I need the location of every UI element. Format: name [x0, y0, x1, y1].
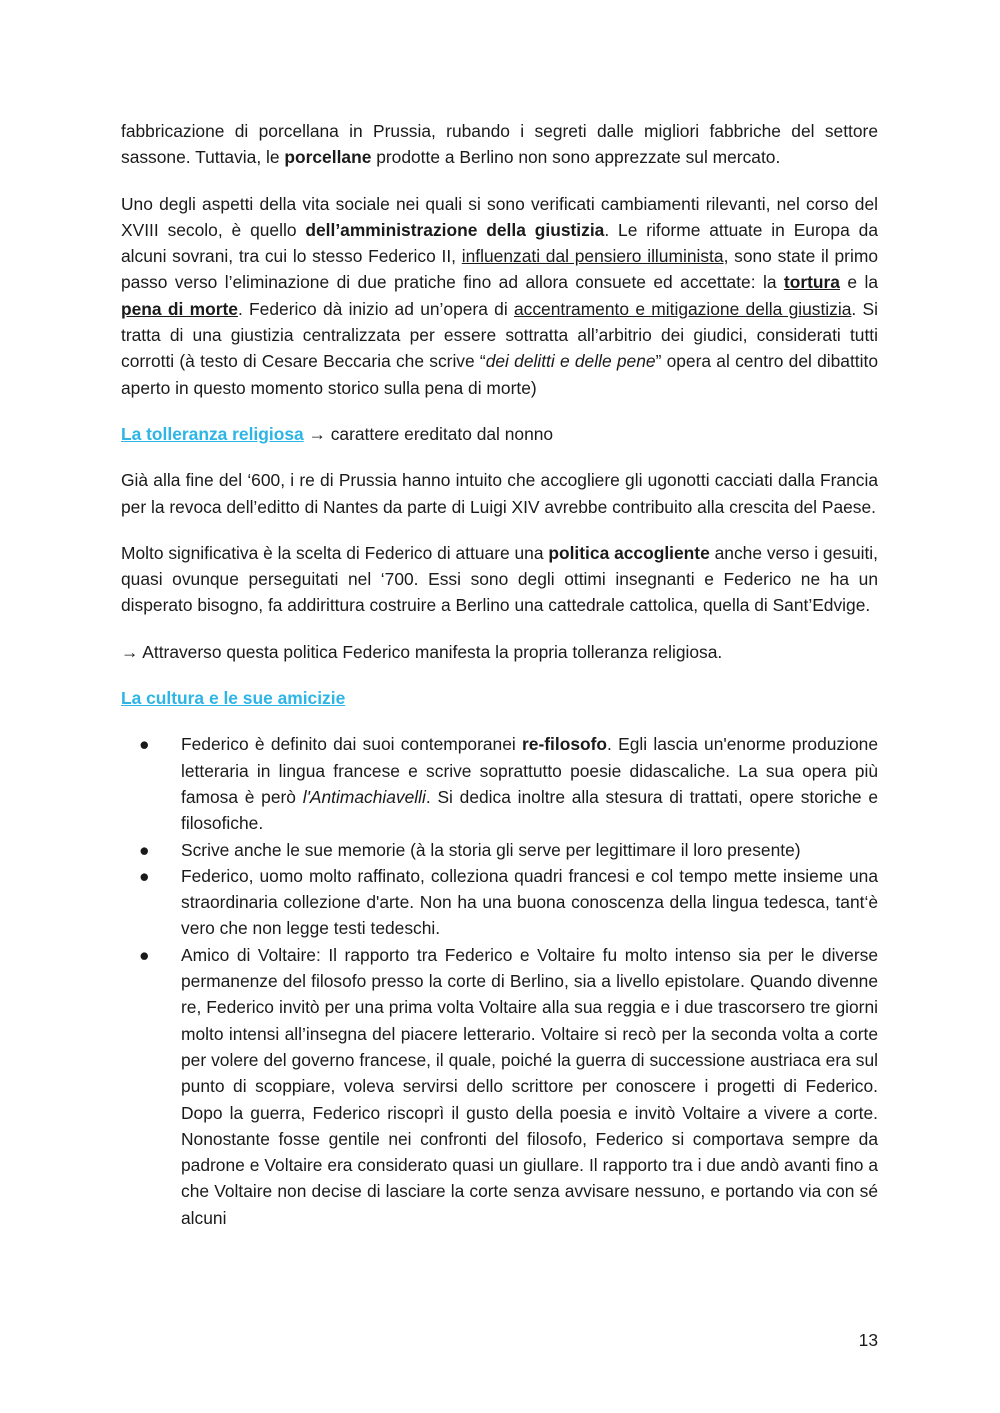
bullet-list-cultura [121, 731, 878, 1231]
underline-accentramento: accentramento e mitigazione della giustizia [514, 298, 852, 319]
underline-pensiero-illuminista: influenzati dal pensiero illuminista [461, 246, 724, 267]
page-number: 13 [858, 1330, 878, 1350]
paragraph-gesuiti: Molto significativa è la scelta di Federico di attuare una politica accogliente anche verso i gesuiti, quasi ovunque perseguitati nel ‘700. Essi sono degli ottimi insegnanti e Federico ne ha un disperato bisogno, fa addirittura costruire a Berlino una cattedrale cattolica, quella di Sant’Edvige. [121, 542, 879, 616]
paragraph-giustizia: Uno degli aspetti della vita sociale nei quali si sono verificati cambiamenti rilevanti, nel corso del XVIII secolo, è quello dell’amministrazione della giustizia. Le riforme attuate in Europa da alcuni sovrani, tra cui lo stesso Federico II, influenzati dal pensiero illuminista, sono state il primo passo verso l’eliminazione di due pratiche fino ad allora consuete ed accettate: la tortura e la pena di morte. Federico dà inizio ad un’opera di accentramento e mitigazione della giustizia. Si tratta di una giustizia centralizzata per essere sottratta all’arbitrio dei giudici, considerati tutti corrotti (à testo di Cesare Beccaria che scrive “dei delitti e delle pene” opera al centro del dibattito aperto in questo momento storico sulla pena di morte) [121, 193, 879, 398]
paragraph-conclusione-tolleranza: → Attraverso questa politica Federico manifesta la propria tolleranza religiosa. [121, 641, 723, 662]
bold-underline-pena-di-morte: pena di morte [121, 298, 238, 319]
list-item: ● Amico di Voltaire: Il rapporto tra Federico e Voltaire fu molto intenso sia per le diverse permanenze del filosofo presso la corte di Berlino, sia a livello epistolare. Quando divenne re, Federico invitò per una prima volta Voltaire alla sua reggia e i due trascorsero tre giorni molto intensi all’insegna del piacere letterario. Voltaire si recò per la seconda volta a corte per volere del governo francese, il quale, poiché la guerra di successione austriaca era sul punto di scoppiare, voleva servirsi dello scrittore per conoscere i progetti di Federico. Dopo la guerra, Federico riscoprì il gusto della poesia e invitò Voltaire a vivere a corte. Nonostante fosse gentile nei confronti del filosofo, Federico si comportava sempre da padrone e Voltaire era considerato quasi un giullare. Il rapporto tra i due andò avanti fino a che Voltaire non decise di lasciare la corte senza avvisare nessuno, e portando via con sé alcuni [121, 942, 878, 1231]
bold-amministrazione-giustizia: dell’amministrazione della giustizia [305, 219, 605, 240]
paragraph-porcellana: fabbricazione di porcellana in Prussia, rubando i segreti dalle migliori fabbriche del settore sassone. Tuttavia, le porcellane prodotte a Berlino non sono apprezzate sul mercato. [121, 121, 878, 168]
bullet-icon: ● [139, 839, 150, 860]
bullet-icon: ● [139, 734, 150, 755]
bold-porcellane: porcellane [284, 147, 372, 168]
bold-re-filosofo: re-filosofo [522, 734, 608, 755]
bullet-icon: ● [139, 944, 150, 965]
section-heading-tolleranza: La tolleranza religiosa → carattere ereditato dal nonno [121, 423, 554, 444]
link-cultura-amicizie[interactable]: La cultura e le sue amicizie [121, 688, 346, 709]
section-heading-cultura [121, 685, 878, 711]
paragraph-ugonotti: Già alla fine del ‘600, i re di Prussia hanno intuito che accogliere gli ugonotti cacciati dalla Francia per la revoca dell’editto di Nantes da parte di Luigi XIV avrebbe contribuito alla crescita del Paese. [121, 470, 878, 517]
bold-politica-accogliente: politica accogliente [548, 542, 710, 563]
list-item: ● Federico, uomo molto raffinato, colleziona quadri francesi e col tempo mette insieme una straordinaria collezione d'arte. Non ha una buona conoscenza della lingua tedesca, tant‘è vero che non legge testi tedeschi. [121, 863, 878, 942]
link-tolleranza-religiosa[interactable]: La tolleranza religiosa [121, 423, 304, 444]
bullet-icon: ● [139, 865, 150, 886]
bold-underline-tortura: tortura [783, 272, 840, 293]
italic-antimachiavelli: l'Antimachiavelli [302, 786, 426, 807]
document-body [121, 118, 878, 1231]
italic-dei-delitti: dei delitti e delle pene [485, 351, 656, 372]
list-item: ● Federico è definito dai suoi contemporanei re-filosofo. Egli lascia un'enorme produzione letteraria in lingua francese e scrive soprattutto poesie didascaliche. La sua opera più famosa è però l'Antimachiavelli. Si dedica inoltre alla stesura di trattati, opere storiche e filosofiche. [121, 731, 878, 836]
list-item: ● Scrive anche le sue memorie (à la storia gli serve per legittimare il loro presente) [121, 837, 878, 863]
